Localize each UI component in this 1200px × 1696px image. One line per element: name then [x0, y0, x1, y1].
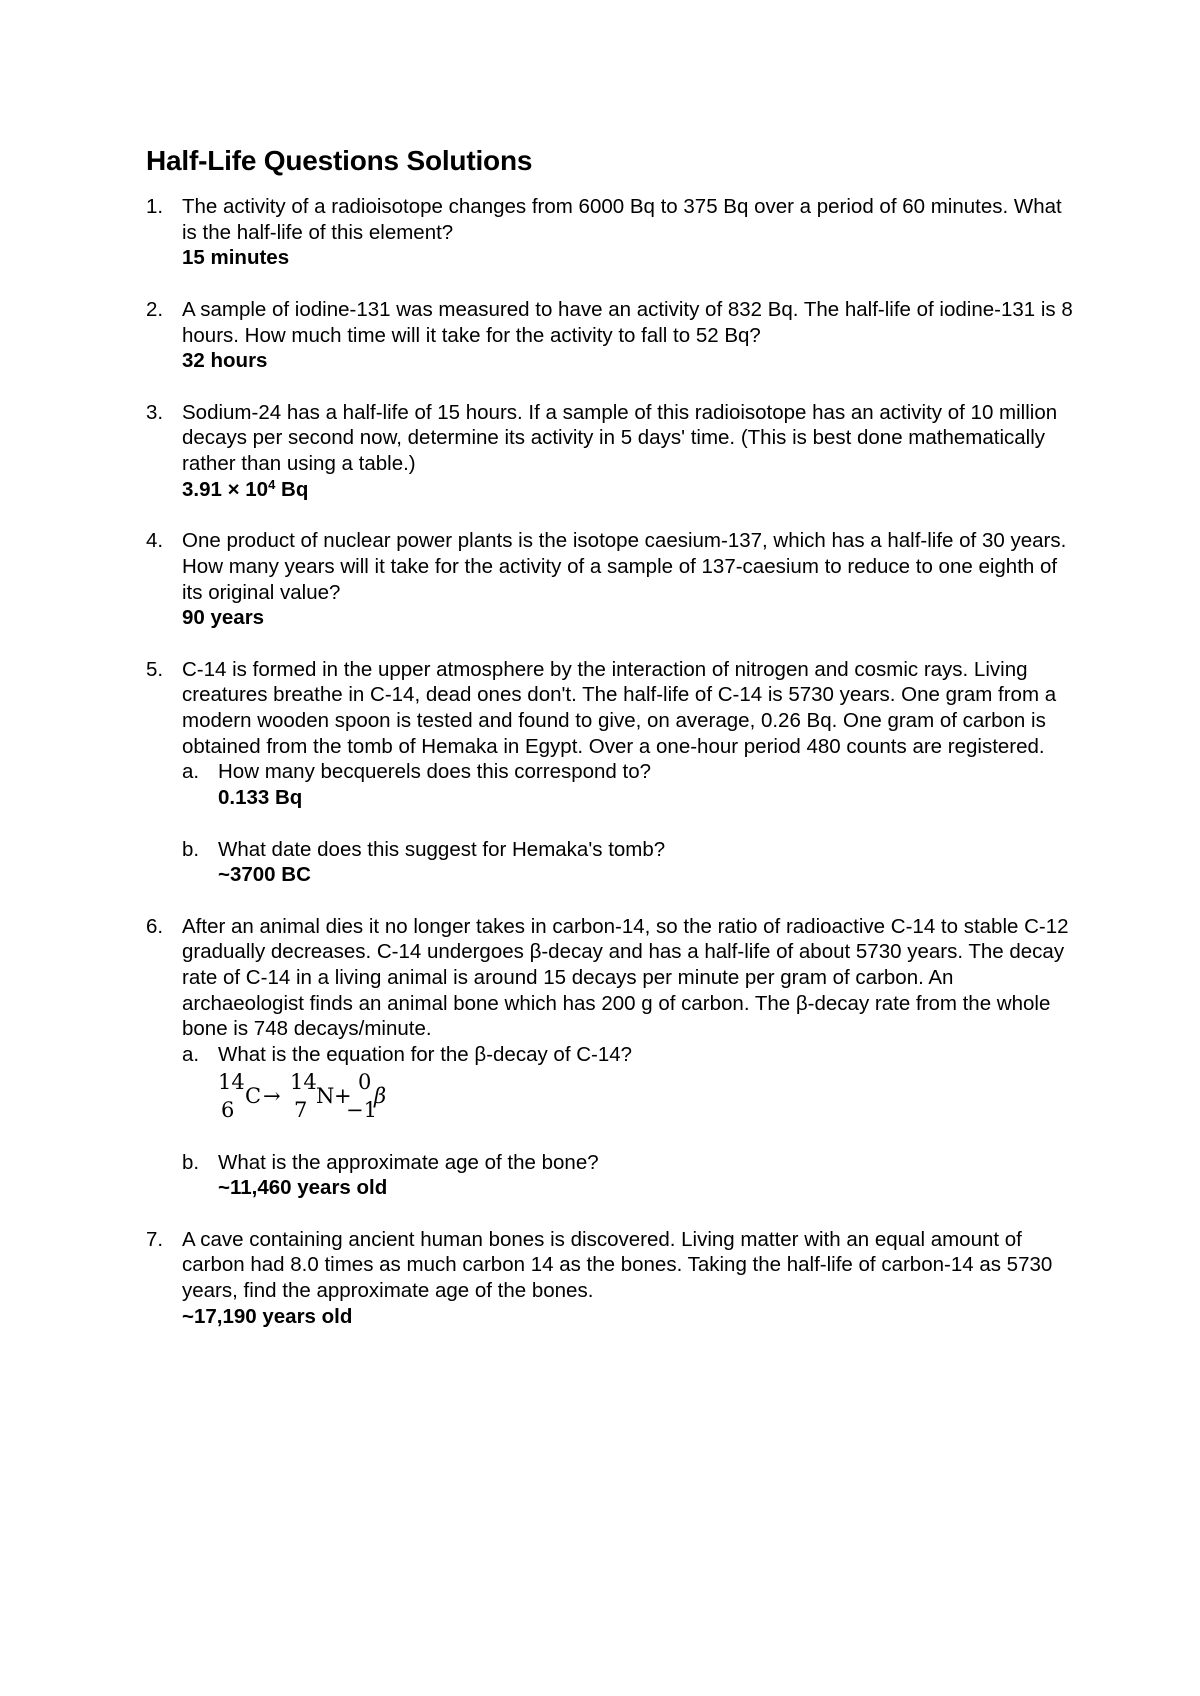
question-text: A cave containing ancient human bones is discovered. Living matter with an equal amount of carbon had 8.0 times as much carbon 14 as the bones. Taking the half-life of carbon-14 as 5730 years, find the approximate age of the bones.: [182, 1227, 1053, 1302]
question-text: One product of nuclear power plants is the isotope caesium-137, which has a half-life of 30 years. How many years will it take for the activity of a sample of 137-caesium to reduce to one eighth of its original value?: [182, 529, 1067, 604]
question-text: Sodium-24 has a half-life of 15 hours. If a sample of this radioisotope has an activity of 10 million decays per second now, determine its activity in 5 days' time. (This is best done mathematically rather than using a table.): [182, 400, 1058, 475]
question-5: [146, 657, 1076, 888]
question-answer: 90 years: [182, 606, 265, 630]
sub-question-5a: [182, 759, 1076, 810]
question-number: 5.: [146, 657, 164, 681]
sub-question-text: How many becquerels does this correspond to?: [218, 760, 652, 784]
sub-question-letter: b.: [182, 1150, 200, 1174]
question-number: 4.: [146, 529, 164, 553]
sub-question-answer: 0.133 Bq: [218, 786, 303, 810]
sub-question-text: What is the approximate age of the bone?: [218, 1150, 599, 1174]
sub-question-answer: ~11,460 years old: [218, 1176, 388, 1200]
question-list: [146, 194, 1076, 1355]
carbon-symbol: C: [245, 1083, 262, 1108]
question-number: 1.: [146, 195, 164, 218]
beta-charge-number: −1: [346, 1097, 377, 1122]
question-6: [146, 914, 1076, 1201]
plus-sign: +: [334, 1083, 352, 1108]
question-number: 3.: [146, 400, 164, 424]
sub-question-answer: ~3700 BC: [218, 863, 311, 887]
question-3: [146, 400, 1076, 503]
sub-question-5b: [182, 837, 1076, 888]
question-1: [146, 194, 1076, 271]
answer-base: 3.91 × 10: [182, 477, 269, 501]
question-text: C-14 is formed in the upper atmosphere by the interaction of nitrogen and cosmic rays. Living creatures breathe in C-14, dead ones don't. The half-life of C-14 is 5730 years. One gram from a modern wooden spoon is tested and found to give, on average, 0.26 Bq. One gram of carbon is obtained from the tomb of Hemaka in Egypt. Over a one-hour period 480 counts are registered.: [182, 657, 1057, 758]
answer-exponent: 4: [268, 476, 276, 492]
carbon-mass-number: 14: [218, 1069, 245, 1094]
question-number: 2.: [146, 297, 164, 321]
beta-mass-number: 0: [358, 1069, 372, 1094]
page-title: Half-Life Questions Solutions: [146, 145, 533, 176]
sub-question-6b: [182, 1150, 1076, 1201]
question-2: [146, 297, 1076, 374]
sub-question-text: What date does this suggest for Hemaka's tomb?: [218, 837, 666, 861]
question-answer: [182, 477, 1076, 503]
sub-question-letter: b.: [182, 837, 200, 861]
nitrogen-mass-number: 14: [290, 1069, 317, 1094]
question-number: 7.: [146, 1227, 164, 1251]
nitrogen-atomic-number: 7: [294, 1097, 308, 1122]
sub-question-letter: a.: [182, 760, 200, 784]
reaction-arrow: →: [263, 1083, 281, 1108]
nitrogen-symbol: N: [316, 1083, 335, 1108]
answer-unit: Bq: [275, 477, 309, 501]
question-7: [146, 1227, 1076, 1330]
question-text: After an animal dies it no longer takes in carbon-14, so the ratio of radioactive C-14 to stable C-12 gradually decreases. C-14 undergoes β-decay and has a half-life of about 5730 years. The decay rate of C-14 in a living animal is around 15 decays per minute per gram of carbon. An archaeologist finds an animal bone which has 200 g of carbon. The β-decay rate from the whole bone is 748 decays/minute.: [182, 914, 1069, 1041]
question-text: The activity of a radioisotope changes from 6000 Bq to 375 Bq over a period of 60 minutes. What is the half-life of this element?: [182, 195, 1062, 244]
beta-symbol: β: [374, 1083, 387, 1108]
question-4: [146, 528, 1076, 631]
question-answer: ~17,190 years old: [182, 1304, 353, 1328]
sub-question-text: What is the equation for the β-decay of C-14?: [218, 1043, 633, 1067]
question-answer: 32 hours: [182, 349, 268, 373]
question-number: 6.: [146, 914, 164, 938]
carbon-atomic-number: 6: [221, 1097, 235, 1122]
question-text: A sample of iodine-131 was measured to have an activity of 832 Bq. The half-life of iodine-131 is 8 hours. How much time will it take for the activity to fall to 52 Bq?: [182, 297, 1073, 347]
beta-decay-equation: [218, 1068, 1076, 1124]
sub-question-letter: a.: [182, 1043, 200, 1067]
question-answer: 15 minutes: [182, 246, 290, 270]
sub-question-6a: [182, 1042, 1076, 1124]
